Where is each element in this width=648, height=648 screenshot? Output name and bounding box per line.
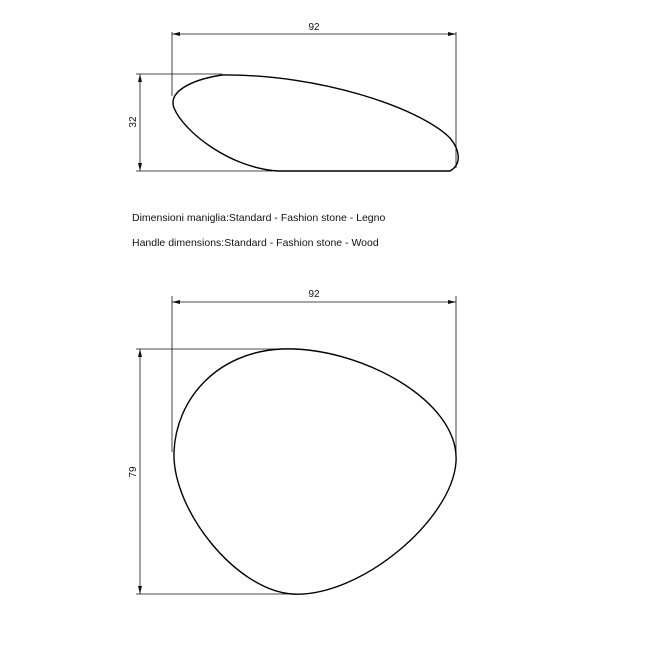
- top-width-label: 92: [308, 22, 320, 33]
- handle-side-profile: [173, 75, 458, 171]
- top-height-arrow-top: [138, 74, 142, 82]
- top-height-label: 32: [128, 116, 139, 128]
- front-height-arrow-top: [138, 349, 142, 357]
- handle-front-outline: [174, 349, 456, 594]
- front-width-label: 92: [308, 289, 320, 300]
- top-height-arrow-bottom: [138, 163, 142, 171]
- front-height-label: 79: [128, 466, 139, 478]
- top-width-arrow-left: [172, 32, 180, 36]
- front-width-arrow-right: [448, 300, 456, 304]
- front-width-arrow-left: [172, 300, 180, 304]
- top-view: [128, 22, 458, 171]
- front-height-arrow-bottom: [138, 586, 142, 594]
- top-width-arrow-right: [448, 32, 456, 36]
- front-view: [128, 289, 456, 594]
- caption-italian: Dimensioni maniglia:Standard - Fashion stone - Legno: [132, 212, 386, 224]
- caption-english: Handle dimensions:Standard - Fashion stone - Wood: [132, 237, 379, 249]
